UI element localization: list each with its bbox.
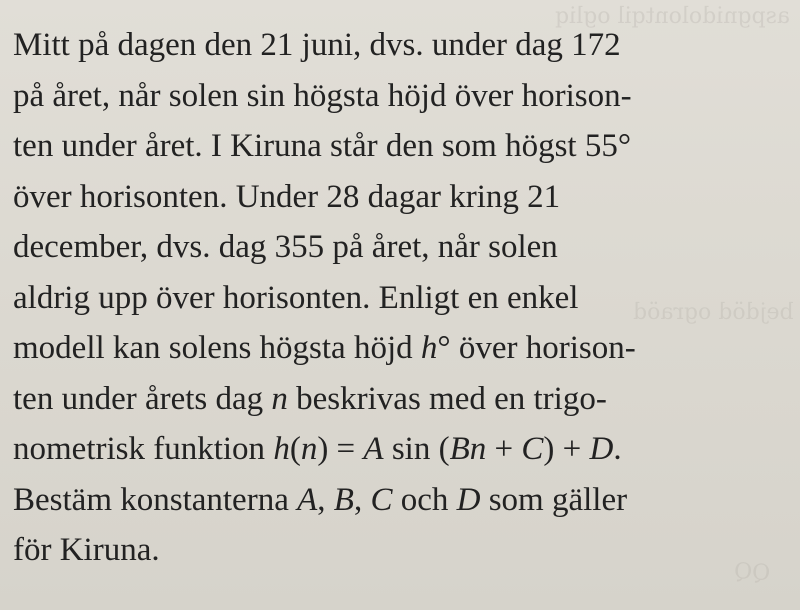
text-line-9 (13, 424, 785, 475)
variable-n: n (271, 380, 288, 417)
text-line-8 (13, 374, 785, 425)
text-line-4: över horisonten. Under 28 dagar kring 21 (13, 178, 561, 215)
variable-a: A (363, 431, 384, 467)
line-segment: som gäller (480, 481, 628, 518)
text-line-7 (13, 323, 785, 374)
text-line-11: för Kiruna. (13, 532, 160, 568)
variable-bn: Bn (449, 431, 487, 467)
separator: , (317, 481, 334, 518)
bleed-through-text: QQ (733, 558, 771, 587)
formula-equals: ) = (317, 431, 364, 467)
text-line-2: på året, når solen sin högsta höjd över horison- (13, 77, 632, 114)
text-line-10 (13, 475, 785, 526)
formula-paren: ( (289, 431, 301, 467)
variable-c: C (370, 481, 393, 518)
text-line-1: Mitt på dagen den 21 juni, dvs. under dag 172 (13, 27, 621, 63)
separator: , (353, 481, 371, 518)
formula-period: . (613, 431, 622, 467)
line-segment: nometrisk funktion (13, 431, 274, 467)
line-segment: och (392, 481, 457, 518)
line-segment: ten under årets dag (13, 380, 272, 417)
bleed-through-text: bejdöd ograöd (633, 300, 794, 325)
variable-h: h (420, 330, 438, 366)
text-line-6: aldrig upp över horisonten. Enligt en enkel (13, 279, 579, 316)
variable-a: A (297, 481, 318, 518)
text-line-3: ten under året. I Kiruna står den som högst 55° (13, 128, 632, 164)
line-segment: ° över horison- (437, 330, 636, 366)
line-segment: modell kan solens högsta höjd (13, 330, 421, 366)
variable-c: C (521, 431, 544, 467)
formula-close-plus: ) + (543, 431, 590, 467)
variable-n: n (300, 431, 318, 467)
variable-b: B (333, 481, 354, 518)
variable-d: D (589, 431, 614, 467)
formula-sin: sin ( (383, 431, 450, 467)
line-segment: Bestäm konstanterna (13, 481, 298, 518)
line-segment: beskrivas med en trigo- (287, 380, 607, 417)
text-line-5: december, dvs. dag 355 på året, når solen (13, 229, 558, 265)
exercise-paragraph (13, 20, 785, 576)
variable-h: h (273, 431, 290, 467)
bleed-through-text: aspgnidolontqil ogliq (554, 4, 790, 29)
variable-d: D (456, 481, 481, 518)
formula-plus: + (486, 431, 522, 467)
